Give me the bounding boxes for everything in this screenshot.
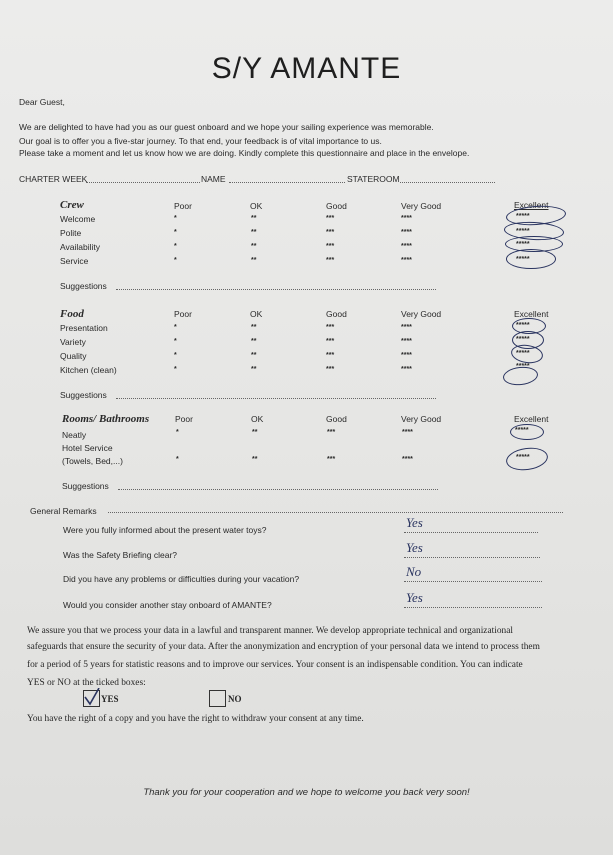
pen-circle-mark [510,424,544,440]
rating-poor[interactable]: * [174,352,177,359]
name-label: NAME [201,174,226,184]
header-poor: Poor [174,309,192,319]
pen-circle-mark [506,249,556,269]
greeting: Dear Guest, [19,97,65,107]
consent-no-checkbox[interactable] [209,690,226,707]
charter-week-label: CHARTER WEEK [19,174,88,184]
consent-yes-checkbox[interactable] [83,690,100,707]
remark-answer-line[interactable] [404,573,542,582]
crew-suggestions-field[interactable] [116,281,436,290]
header-poor: Poor [175,414,193,424]
rating-excellent[interactable]: ***** [516,241,530,248]
rating-very-good[interactable]: **** [401,243,412,250]
remark-question-safety: Was the Safety Briefing clear? [63,550,178,560]
rating-ok[interactable]: ** [251,352,257,359]
crew-suggestions-label: Suggestions [60,281,107,291]
rating-good[interactable]: *** [326,352,335,359]
rooms-item-neatly: Neatly [62,430,87,440]
checkmark-icon [83,688,101,706]
stateroom-label: STATEROOM [347,174,400,184]
header-good: Good [326,309,347,319]
general-remarks-field[interactable] [108,504,563,513]
header-ok: OK [250,201,263,211]
food-suggestions-field[interactable] [116,390,436,399]
rating-good[interactable]: *** [326,215,335,222]
rating-good[interactable]: *** [326,366,335,373]
rating-ok[interactable]: ** [251,366,257,373]
rating-poor[interactable]: * [174,324,177,331]
rooms-suggestions-field[interactable] [118,481,438,490]
intro-line-2: Our goal is to offer you a five-star journey. To that end, your feedback is of vital importance to us. [19,136,382,146]
rating-excellent[interactable]: ***** [516,322,530,329]
rating-excellent[interactable]: ***** [516,228,530,235]
crew-item-welcome: Welcome [60,214,96,224]
rating-very-good[interactable]: **** [401,215,412,222]
pen-circle-mark [505,445,550,473]
rating-excellent[interactable]: ***** [515,427,529,434]
rating-excellent[interactable]: ***** [516,454,530,461]
remark-answer-water-toys: Yes [406,515,423,530]
rating-poor[interactable]: * [174,257,177,264]
rating-ok[interactable]: ** [252,429,258,436]
consent-line-4: YES or NO at the ticked boxes: [27,678,146,688]
remark-question-problems: Did you have any problems or difficulties during your vacation? [63,574,300,584]
consent-yes-label: YES [101,694,119,704]
intro-line-1: We are delighted to have had you as our guest onboard and we hope your sailing experience was memorable. [19,122,434,132]
remark-question-water-toys: Were you fully informed about the present water toys? [63,525,267,535]
header-very-good: Very Good [401,201,442,211]
rating-poor[interactable]: * [174,338,177,345]
rating-ok[interactable]: ** [251,215,257,222]
rating-very-good[interactable]: **** [401,324,412,331]
closing-message: Thank you for your cooperation and we hope to welcome you back very soon! [143,787,470,798]
pen-circle-mark [502,365,539,387]
crew-item-polite: Polite [60,228,82,238]
rating-ok[interactable]: ** [251,229,257,236]
header-very-good: Very Good [401,309,442,319]
rating-poor[interactable]: * [176,429,179,436]
rating-good[interactable]: *** [326,229,335,236]
section-title-crew: Crew [60,199,84,211]
header-very-good: Very Good [401,414,442,424]
rating-good[interactable]: *** [326,324,335,331]
rating-poor[interactable]: * [176,456,179,463]
crew-item-availability: Availability [60,242,101,252]
remark-answer-problems: No [406,564,422,579]
rating-poor[interactable]: * [174,366,177,373]
rating-very-good[interactable]: **** [401,352,412,359]
rooms-item-hotel-service: Hotel Service [62,443,113,453]
charter-week-field[interactable] [86,174,200,183]
header-ok: OK [251,414,264,424]
section-title-rooms: Rooms/ Bathrooms [62,413,150,425]
remark-answer-safety: Yes [406,540,423,555]
rating-poor[interactable]: * [174,229,177,236]
stateroom-field[interactable] [400,174,495,183]
food-item-kitchen: Kitchen (clean) [60,365,117,375]
remark-answer-line[interactable] [404,549,540,558]
rating-ok[interactable]: ** [251,243,257,250]
rating-good[interactable]: *** [326,243,335,250]
crew-item-service: Service [60,256,89,266]
remark-answer-another-stay: Yes [406,590,423,605]
rating-good[interactable]: *** [327,429,336,436]
rating-excellent[interactable]: ***** [516,213,530,220]
intro-line-3: Please take a moment and let us know how we are doing. Kindly complete this questionnaire and place in the envelope. [19,148,470,158]
rating-very-good[interactable]: **** [401,338,412,345]
rating-poor[interactable]: * [174,215,177,222]
rating-very-good[interactable]: **** [401,366,412,373]
page-title: S/Y AMANTE [211,52,402,85]
rating-very-good[interactable]: **** [402,456,413,463]
remark-question-another-stay: Would you consider another stay onboard of AMANTE? [63,600,272,610]
general-remarks-label: General Remarks [30,506,97,516]
food-suggestions-label: Suggestions [60,390,107,400]
header-excellent: Excellent [514,309,549,319]
rating-poor[interactable]: * [174,243,177,250]
rating-very-good[interactable]: **** [401,229,412,236]
rooms-suggestions-label: Suggestions [62,481,109,491]
food-item-variety: Variety [60,337,86,347]
section-title-food: Food [60,308,84,320]
consent-line-1: We assure you that we process your data in a lawful and transparent manner. We develop appropriate technical and organizational [27,626,513,636]
header-good: Good [326,414,347,424]
name-field[interactable] [229,174,345,183]
rating-ok[interactable]: ** [251,324,257,331]
rating-excellent[interactable]: ***** [516,256,530,263]
rating-excellent[interactable]: ***** [516,336,530,343]
remark-answer-line[interactable] [404,599,542,608]
header-excellent: Excellent [514,200,549,210]
rating-ok[interactable]: ** [252,456,258,463]
header-ok: OK [250,309,263,319]
rating-excellent[interactable]: ***** [516,363,530,370]
rooms-item-towels-bed: (Towels, Bed,...) [62,456,123,466]
consent-line-3: for a period of 5 years for statistic reasons and to improve our services. Your consent is an indispensable condition. You can indicate [27,660,523,670]
food-item-quality: Quality [60,351,87,361]
rating-ok[interactable]: ** [251,338,257,345]
consent-no-label: NO [228,694,242,704]
consent-rights: You have the right of a copy and you have the right to withdraw your consent at any time. [27,714,364,724]
rating-excellent[interactable]: ***** [516,350,530,357]
header-poor: Poor [174,201,192,211]
rating-good[interactable]: *** [326,338,335,345]
food-item-presentation: Presentation [60,323,108,333]
rating-good[interactable]: *** [326,257,335,264]
rating-good[interactable]: *** [327,456,336,463]
header-good: Good [326,201,347,211]
rating-ok[interactable]: ** [251,257,257,264]
rating-very-good[interactable]: **** [402,429,413,436]
header-excellent: Excellent [514,414,549,424]
remark-answer-line[interactable] [404,524,538,533]
rating-very-good[interactable]: **** [401,257,412,264]
consent-line-2: safeguards that ensure the security of your data. After the anonymization and encryption of your personal data we intend to process them [27,642,540,652]
